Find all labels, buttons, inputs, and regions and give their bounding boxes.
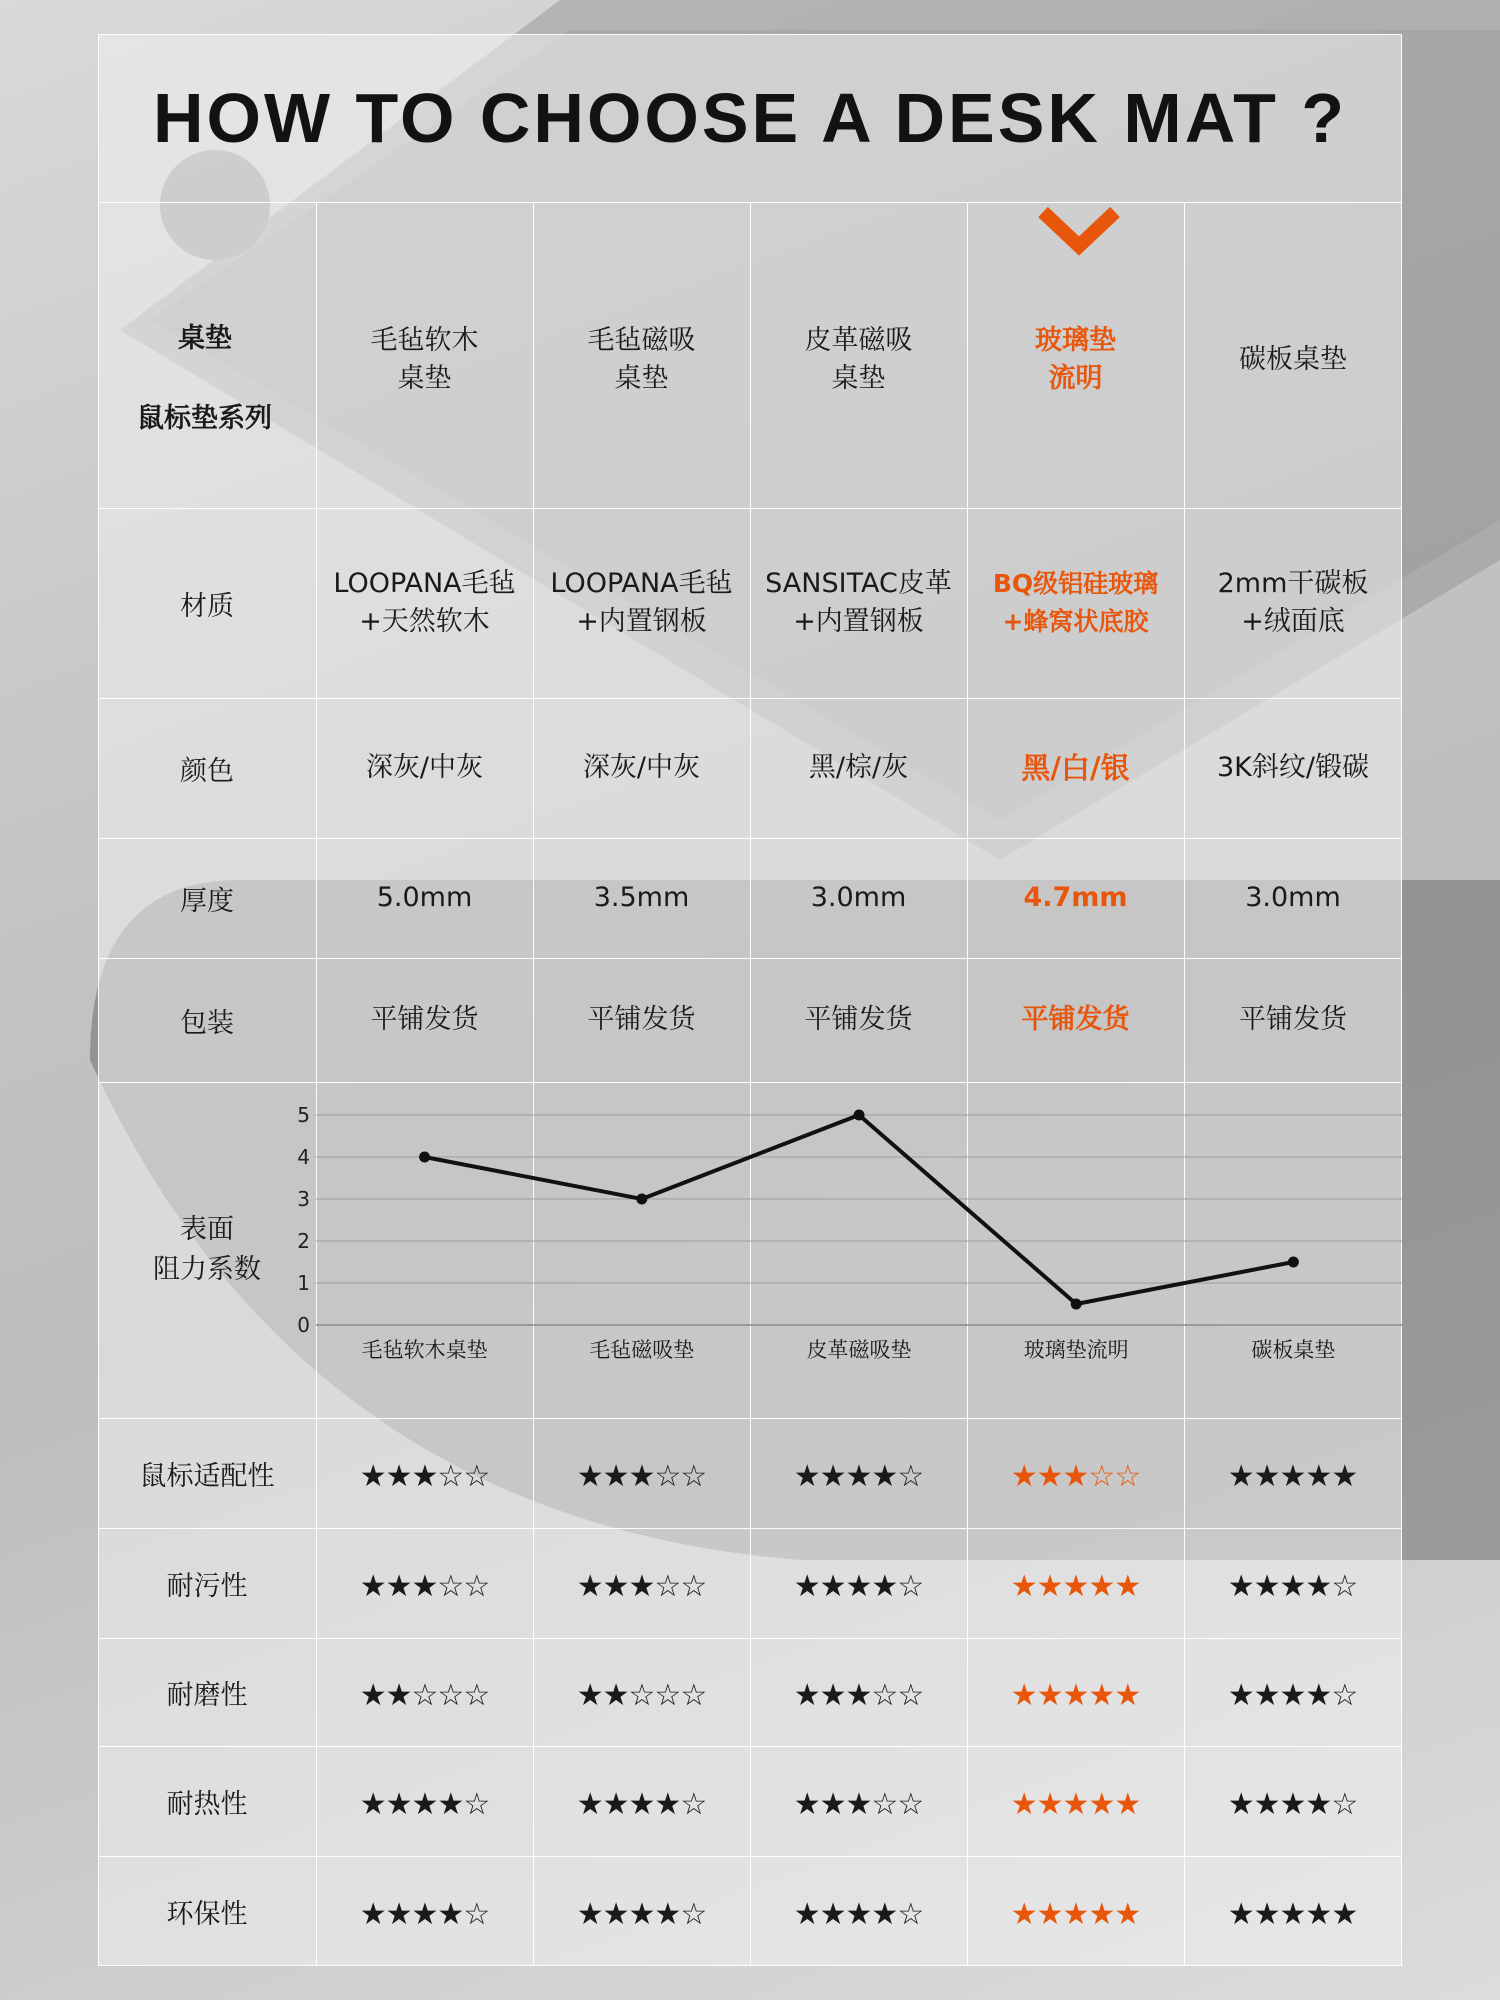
material-cell — [967, 508, 1184, 698]
thickness-cell: 3.0mm — [1245, 882, 1341, 913]
packaging-cell: 平铺发货 — [1021, 1004, 1130, 1035]
y-tick-label: 1 — [297, 1271, 310, 1295]
star-rating: ★★★★☆ — [793, 1897, 924, 1932]
star-rating: ★★★★★ — [1227, 1459, 1358, 1494]
rating-row-label: 耐磨性 — [166, 1679, 248, 1711]
y-tick-label: 5 — [297, 1103, 310, 1127]
star-rating: ★★★☆☆ — [576, 1459, 707, 1494]
star-rating: ★★★☆☆ — [793, 1787, 924, 1822]
grid-line — [98, 202, 1402, 203]
page-title: HOW TO CHOOSE A DESK MAT ? — [152, 79, 1348, 157]
star-rating: ★★★★☆ — [359, 1897, 490, 1932]
rating-row-label: 耐污性 — [166, 1570, 248, 1602]
product-name: 桌垫 — [831, 363, 886, 394]
color-cell: 深灰/中灰 — [582, 752, 701, 783]
star-rating: ★★★★☆ — [793, 1569, 924, 1604]
thickness-cell: 4.7mm — [1023, 882, 1128, 913]
row-label-color: 颜色 — [180, 755, 234, 787]
y-tick-label: 4 — [297, 1145, 310, 1169]
star-rating: ★★★☆☆ — [793, 1678, 924, 1713]
header-label-series: 鼠标垫系列 — [137, 403, 272, 434]
product-name: 桌垫 — [397, 363, 452, 394]
material-line: BQ级铝硅玻璃 — [992, 569, 1159, 598]
x-tick-label: 皮革磁吸垫 — [806, 1338, 912, 1362]
star-rating: ★★☆☆☆ — [576, 1678, 707, 1713]
rating-row-label: 鼠标适配性 — [139, 1460, 275, 1492]
product-name: 毛毡磁吸 — [587, 325, 696, 356]
chevron-down-icon — [1037, 206, 1121, 256]
thickness-cell: 5.0mm — [376, 882, 473, 913]
product-header-felt-cork — [316, 300, 533, 420]
friction-label-line: 表面 — [180, 1214, 234, 1245]
packaging-cell: 平铺发货 — [587, 1004, 696, 1035]
product-name: 玻璃垫 — [1035, 325, 1116, 356]
color-cell: 黑/白/银 — [1021, 751, 1130, 785]
star-rating: ★★★★★ — [1010, 1897, 1141, 1932]
material-cell — [750, 508, 967, 698]
product-name: 毛毡软木 — [370, 325, 479, 356]
y-tick-label: 0 — [297, 1313, 310, 1337]
star-rating: ★★★★☆ — [1227, 1678, 1358, 1713]
material-line: LOOPANA毛毡 — [333, 568, 516, 599]
product-name: 碳板桌垫 — [1239, 344, 1347, 375]
rating-row-label: 耐热性 — [166, 1788, 248, 1820]
row-label-thickness: 厚度 — [180, 885, 234, 917]
row-label-packaging: 包装 — [180, 1007, 234, 1039]
material-line: +天然软木 — [359, 606, 490, 637]
x-tick-label: 碳板桌垫 — [1251, 1338, 1336, 1362]
y-tick-label: 3 — [297, 1187, 310, 1211]
star-rating: ★★★☆☆ — [576, 1569, 707, 1604]
star-rating: ★★☆☆☆ — [359, 1678, 490, 1713]
star-rating: ★★★★☆ — [1227, 1787, 1358, 1822]
star-rating: ★★★★☆ — [576, 1787, 707, 1822]
color-cell: 黑/棕/灰 — [808, 752, 909, 783]
product-header-leather-magnetic — [750, 300, 967, 420]
material-cell — [533, 508, 750, 698]
product-header-glass — [967, 300, 1184, 420]
product-name: 流明 — [1048, 363, 1103, 394]
material-line: +蜂窝状底胶 — [1002, 607, 1149, 636]
material-cell — [316, 508, 533, 698]
product-header-carbon — [1184, 300, 1402, 420]
header-label-mat: 桌垫 — [178, 323, 232, 354]
y-tick-label: 2 — [297, 1229, 310, 1253]
material-line: 2mm干碳板 — [1217, 568, 1369, 599]
material-line: LOOPANA毛毡 — [550, 568, 733, 599]
product-name: 桌垫 — [614, 363, 669, 394]
star-rating: ★★★★★ — [1010, 1787, 1141, 1822]
thickness-cell: 3.0mm — [810, 882, 907, 913]
star-rating: ★★★★☆ — [359, 1787, 490, 1822]
color-cell: 3K斜纹/锻碳 — [1217, 752, 1369, 783]
star-rating: ★★★☆☆ — [359, 1569, 490, 1604]
thickness-cell: 3.5mm — [593, 882, 690, 913]
star-rating: ★★★★★ — [1010, 1678, 1141, 1713]
star-rating: ★★★★★ — [1010, 1569, 1141, 1604]
packaging-cell: 平铺发货 — [804, 1004, 913, 1035]
packaging-cell: 平铺发货 — [1239, 1004, 1347, 1035]
material-cell — [1184, 508, 1402, 698]
color-cell: 深灰/中灰 — [365, 752, 484, 783]
star-rating: ★★★☆☆ — [359, 1459, 490, 1494]
row-label-friction — [98, 1082, 316, 1418]
product-header-felt-magnetic — [533, 300, 750, 420]
material-line: +内置钢板 — [576, 606, 707, 637]
friction-label-line: 阻力系数 — [153, 1254, 261, 1285]
x-tick-label: 毛毡磁吸垫 — [589, 1338, 695, 1362]
star-rating: ★★★★★ — [1227, 1897, 1358, 1932]
x-tick-label: 毛毡软木桌垫 — [361, 1338, 488, 1362]
star-rating: ★★★☆☆ — [1010, 1459, 1141, 1494]
star-rating: ★★★★☆ — [1227, 1569, 1358, 1604]
row-label-material: 材质 — [180, 590, 234, 622]
packaging-cell: 平铺发货 — [370, 1004, 479, 1035]
rating-row-label: 环保性 — [166, 1898, 248, 1930]
material-line: +内置钢板 — [793, 606, 924, 637]
star-rating: ★★★★☆ — [576, 1897, 707, 1932]
material-line: SANSITAC皮革 — [765, 568, 952, 599]
star-rating: ★★★★☆ — [793, 1459, 924, 1494]
product-name: 皮革磁吸 — [804, 325, 913, 356]
x-tick-label: 玻璃垫流明 — [1023, 1338, 1129, 1362]
material-line: +绒面底 — [1241, 606, 1345, 637]
